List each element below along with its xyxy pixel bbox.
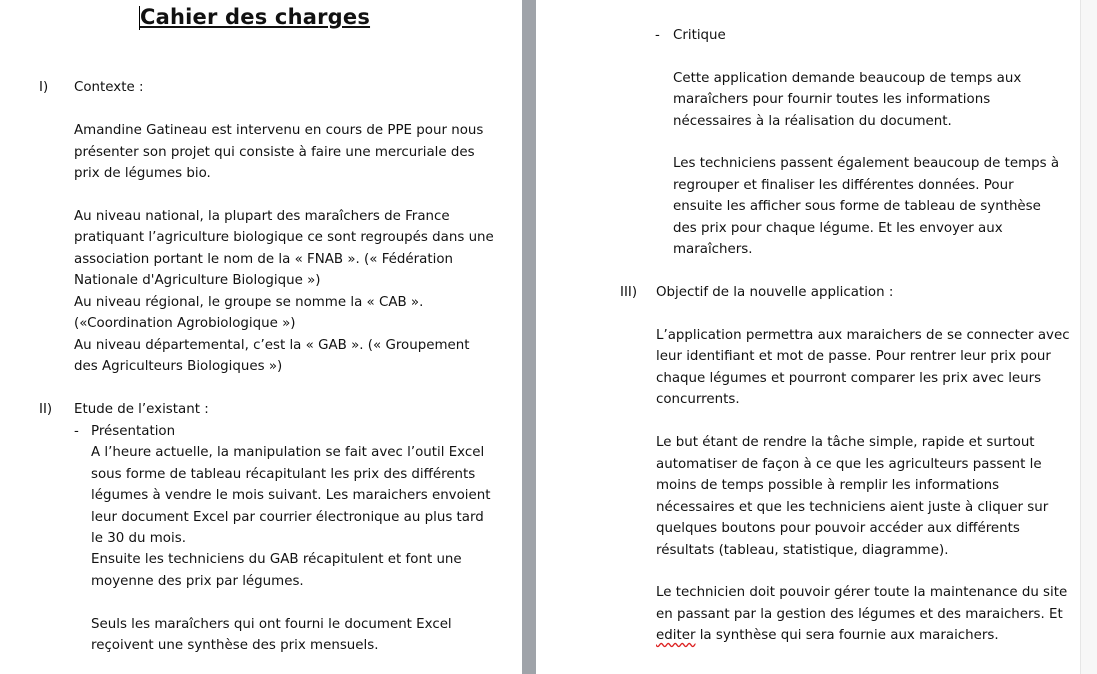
objective-line: Le technicien doit pouvoir gérer toute la maintenance du site bbox=[656, 585, 1068, 600]
document-page-left bbox=[0, 0, 522, 674]
bullet-dash: - bbox=[655, 28, 660, 43]
presentation-line: leur document Excel par courrier électronique au plus tard bbox=[91, 510, 484, 525]
bullet-critique-label: Critique bbox=[673, 28, 726, 43]
critique-line: Cette application demande beaucoup de temps aux bbox=[673, 71, 1022, 86]
presentation-line: légumes à vendre le mois suivant. Les maraichers envoient bbox=[91, 488, 491, 503]
objective-line: automatiser de façon à ce que les agriculteurs passent le bbox=[656, 457, 1042, 472]
section-3-heading: Objectif de la nouvelle application : bbox=[656, 285, 894, 300]
context-line: Au niveau régional, le groupe se nomme la « CAB ». bbox=[74, 295, 424, 310]
critique-line: des prix pour chaque légume. Et les envoyer aux bbox=[673, 221, 1003, 236]
bullet-presentation-label: Présentation bbox=[91, 424, 176, 439]
bullet-dash: - bbox=[74, 424, 79, 439]
objective-line: nécessaires et que les techniciens aient juste à cliquer sur bbox=[656, 500, 1049, 515]
section-1-heading: Contexte : bbox=[74, 80, 144, 95]
section-2-heading: Etude de l’existant : bbox=[74, 402, 209, 417]
page-gutter bbox=[522, 0, 536, 674]
objective-line: en passant par la gestion des légumes et des maraichers. Et bbox=[656, 607, 1063, 622]
context-line: des Agriculteurs Biologiques ») bbox=[74, 359, 283, 374]
spellcheck-flagged-word[interactable]: editer bbox=[656, 628, 696, 643]
context-line: association portant le nom de la « FNAB ». (« Fédération bbox=[74, 252, 454, 267]
presentation-line: Ensuite les techniciens du GAB récapitulent et font une bbox=[91, 552, 462, 567]
section-1-number: I) bbox=[39, 80, 49, 95]
presentation-line: moyenne des prix par légumes. bbox=[91, 574, 304, 589]
presentation-line: le 30 du mois. bbox=[91, 531, 186, 546]
critique-line: nécessaires à la réalisation du document. bbox=[673, 114, 952, 129]
document-title: Cahier des charges bbox=[140, 5, 371, 29]
context-line: Amandine Gatineau est intervenu en cours de PPE pour nous bbox=[74, 123, 484, 138]
critique-line: ensuite les afficher sous forme de tableau de synthèse bbox=[673, 199, 1041, 214]
critique-line: Les techniciens passent également beaucoup de temps à bbox=[673, 156, 1060, 171]
context-line: pratiquant l’agriculture biologique ce sont regroupés dans une bbox=[74, 230, 494, 245]
presentation-line: reçoivent une synthèse des prix mensuels. bbox=[91, 638, 379, 653]
context-line: («Coordination Agrobiologique ») bbox=[74, 316, 296, 331]
objective-line-rest: la synthèse qui sera fournie aux maraichers. bbox=[695, 628, 999, 643]
section-2-number: II) bbox=[39, 402, 53, 417]
objective-line: résultats (tableau, statistique, diagramme). bbox=[656, 543, 949, 558]
objective-line: quelques boutons pour pouvoir accéder aux différents bbox=[656, 521, 1020, 536]
objective-line: chaque légumes et pourront comparer les prix avec leurs bbox=[656, 371, 1042, 386]
critique-line: maraîchers. bbox=[673, 242, 753, 257]
section-3-number: III) bbox=[620, 285, 638, 300]
objective-line: Le but étant de rendre la tâche simple, rapide et surtout bbox=[656, 435, 1035, 450]
document-page-right bbox=[536, 0, 1080, 674]
objective-line-last bbox=[656, 625, 999, 646]
context-line: présenter son projet qui consiste à faire une mercuriale des bbox=[74, 145, 475, 160]
context-line: prix de légumes bio. bbox=[74, 166, 211, 181]
context-line: Au niveau national, la plupart des maraîchers de France bbox=[74, 209, 450, 224]
objective-line: leur identifiant et mot de passe. Pour rentrer leur prix pour bbox=[656, 349, 1051, 364]
objective-line: concurrents. bbox=[656, 392, 740, 407]
critique-line: maraîchers pour fournir toutes les informations bbox=[673, 92, 991, 107]
critique-line: regrouper et finaliser les différentes données. Pour bbox=[673, 178, 1014, 193]
context-line: Nationale d'Agriculture Biologique ») bbox=[74, 273, 321, 288]
page-right-edge bbox=[1080, 0, 1097, 674]
presentation-line: A l’heure actuelle, la manipulation se fait avec l’outil Excel bbox=[91, 445, 485, 460]
presentation-line: Seuls les maraîchers qui ont fourni le document Excel bbox=[91, 617, 452, 632]
objective-line: L’application permettra aux maraichers de se connecter avec bbox=[656, 328, 1070, 343]
presentation-line: sous forme de tableau récapitulant les prix des différents bbox=[91, 467, 476, 482]
objective-line: moins de temps possible à remplir les informations bbox=[656, 478, 1000, 493]
context-line: Au niveau départemental, c’est la « GAB ». (« Groupement bbox=[74, 338, 470, 353]
